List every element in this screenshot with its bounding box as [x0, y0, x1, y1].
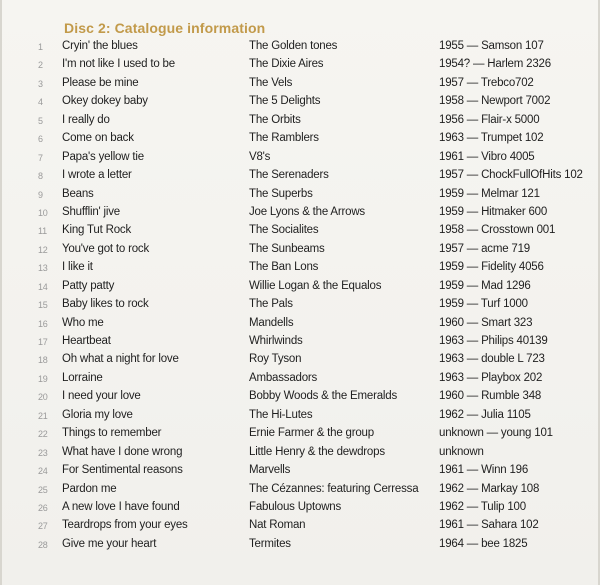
track-release-info: 1960 — Smart 323: [439, 316, 533, 329]
track-row: [2, 241, 600, 259]
track-artist: V8's: [249, 150, 271, 163]
track-number: 20: [38, 392, 48, 403]
track-artist: The Hi-Lutes: [249, 408, 313, 421]
track-artist: The Ban Lons: [249, 261, 319, 274]
track-title: Cryin' the blues: [62, 40, 138, 52]
track-artist: The Dixie Aires: [249, 58, 324, 71]
track-title: I'm not like I used to be: [62, 58, 175, 71]
track-row: [2, 278, 600, 296]
track-release-info: 1963 — double L 723: [439, 353, 545, 366]
track-release-info: 1963 — Philips 40139: [439, 335, 548, 347]
track-number: 4: [38, 97, 43, 108]
track-title: For Sentimental reasons: [62, 464, 183, 477]
track-title: You've got to rock: [62, 242, 150, 255]
track-title: Shufflin' jive: [62, 205, 120, 218]
track-title: Patty patty: [62, 279, 115, 292]
track-release-info: 1959 — Mad 1296: [439, 279, 531, 292]
track-release-info: 1961 — Vibro 4005: [439, 150, 535, 163]
track-title: What have I done wrong: [62, 445, 183, 458]
track-number: 10: [38, 207, 48, 218]
track-number: 28: [38, 539, 48, 550]
track-row: [2, 186, 600, 204]
track-number: 12: [38, 244, 48, 255]
track-row: [2, 315, 600, 333]
track-artist: Marvells: [249, 464, 291, 477]
track-number: 22: [38, 429, 48, 440]
track-title: Heartbeat: [62, 335, 111, 347]
track-row: [2, 75, 600, 93]
track-row: [2, 351, 600, 369]
track-number: 18: [38, 355, 48, 366]
track-number: 8: [38, 171, 43, 182]
track-title: King Tut Rock: [62, 224, 131, 237]
track-row: [2, 481, 600, 499]
track-title: Okey dokey baby: [62, 95, 148, 108]
track-release-info: 1959 — Turf 1000: [439, 298, 528, 311]
track-artist: Roy Tyson: [249, 353, 302, 366]
track-release-info: 1963 — Playbox 202: [439, 371, 543, 384]
track-release-info: 1961 — Sahara 102: [439, 519, 539, 532]
track-number: 7: [38, 152, 43, 163]
track-title: Lorraine: [62, 371, 103, 384]
track-release-info: 1958 — Newport 7002: [439, 95, 551, 108]
track-artist: The Sunbeams: [249, 242, 325, 255]
track-row: [2, 388, 600, 406]
track-artist: Little Henry & the dewdrops: [249, 445, 385, 458]
track-title: Give me your heart: [62, 537, 157, 550]
track-row: [2, 167, 600, 185]
track-number: 14: [38, 281, 48, 292]
track-artist: Whirlwinds: [249, 335, 303, 347]
track-number: 21: [38, 410, 48, 421]
track-release-info: 1959 — Fidelity 4056: [439, 261, 544, 274]
track-row: [2, 517, 600, 535]
track-number: 11: [38, 226, 47, 237]
track-number: 5: [38, 115, 43, 126]
track-list: [2, 38, 600, 554]
track-title: Come on back: [62, 132, 134, 145]
track-number: 27: [38, 521, 48, 532]
track-title: A new love I have found: [62, 500, 180, 513]
track-release-info: 1961 — Winn 196: [439, 464, 529, 477]
track-row: [2, 333, 600, 351]
track-release-info: 1957 — ChockFullOfHits 102: [439, 169, 583, 182]
track-release-info: unknown — young 101: [439, 427, 553, 440]
track-number: 24: [38, 466, 48, 477]
track-release-info: unknown: [439, 445, 484, 458]
track-release-info: 1955 — Samson 107: [439, 40, 544, 52]
track-number: 1: [38, 42, 43, 52]
track-row: [2, 462, 600, 480]
track-row: [2, 259, 600, 277]
track-number: 23: [38, 447, 48, 458]
track-release-info: 1962 — Markay 108: [439, 482, 540, 495]
track-artist: The Cézannes: featuring Cerressa: [249, 482, 419, 495]
track-artist: The Superbs: [249, 187, 313, 200]
track-release-info: 1957 — Trebco702: [439, 76, 534, 89]
track-artist: The Socialites: [249, 224, 319, 237]
track-title: I wrote a letter: [62, 169, 132, 182]
track-number: 17: [38, 337, 48, 347]
track-row: [2, 444, 600, 462]
track-release-info: 1960 — Rumble 348: [439, 390, 542, 403]
track-title: Please be mine: [62, 76, 139, 89]
track-title: Pardon me: [62, 482, 117, 495]
track-row: [2, 370, 600, 388]
track-artist: Termites: [249, 537, 291, 550]
track-release-info: 1959 — Hitmaker 600: [439, 205, 548, 218]
track-title: I like it: [62, 261, 93, 274]
track-artist: The Orbits: [249, 113, 301, 126]
track-row: [2, 407, 600, 425]
track-release-info: 1963 — Trumpet 102: [439, 132, 544, 145]
track-row: [2, 499, 600, 517]
track-number: 6: [38, 134, 43, 145]
track-artist: Willie Logan & the Equalos: [249, 279, 382, 292]
track-title: Papa's yellow tie: [62, 150, 144, 163]
track-row: [2, 93, 600, 111]
track-title: Who me: [62, 316, 104, 329]
track-number: 26: [38, 502, 48, 513]
track-number: 19: [38, 373, 48, 384]
track-release-info: 1962 — Tulip 100: [439, 500, 526, 513]
track-artist: Ernie Farmer & the group: [249, 427, 374, 440]
track-title: Things to remember: [62, 427, 162, 440]
track-artist: Fabulous Uptowns: [249, 500, 342, 513]
track-artist: Nat Roman: [249, 519, 306, 532]
track-row: [2, 112, 600, 130]
track-row: [2, 149, 600, 167]
track-title: I really do: [62, 113, 110, 126]
track-artist: Bobby Woods & the Emeralds: [249, 390, 398, 403]
track-row: [2, 204, 600, 222]
track-release-info: 1958 — Crosstown 001: [439, 224, 556, 237]
track-number: 13: [38, 263, 48, 274]
track-title: I need your love: [62, 390, 141, 403]
track-release-info: 1959 — Melmar 121: [439, 187, 540, 200]
track-row: [2, 296, 600, 314]
track-artist: The Golden tones: [249, 40, 338, 52]
track-artist: The Ramblers: [249, 132, 319, 145]
track-artist: Joe Lyons & the Arrows: [249, 205, 365, 218]
track-artist: The 5 Delights: [249, 95, 321, 108]
track-number: 3: [38, 78, 43, 89]
page-title: Disc 2: Catalogue information: [64, 20, 266, 36]
track-release-info: 1957 — acme 719: [439, 242, 530, 255]
track-artist: The Pals: [249, 298, 293, 311]
track-artist: Ambassadors: [249, 371, 318, 384]
track-title: Teardrops from your eyes: [62, 519, 188, 532]
track-row: [2, 425, 600, 443]
track-number: 16: [38, 318, 48, 329]
track-row: [2, 130, 600, 148]
track-number: 9: [38, 189, 43, 200]
track-release-info: 1964 — bee 1825: [439, 537, 528, 550]
track-artist: The Vels: [249, 76, 293, 89]
track-row: [2, 536, 600, 554]
track-row: [2, 56, 600, 74]
track-artist: The Serenaders: [249, 169, 329, 182]
track-title: Oh what a night for love: [62, 353, 179, 366]
track-title: Beans: [62, 187, 94, 200]
track-number: 2: [38, 60, 43, 71]
track-title: Gloria my love: [62, 408, 133, 421]
track-release-info: 1956 — Flair-x 5000: [439, 113, 540, 126]
track-number: 25: [38, 484, 48, 495]
track-release-info: 1962 — Julia 1105: [439, 408, 531, 421]
track-release-info: 1954? — Harlem 2326: [439, 58, 551, 71]
track-artist: Mandells: [249, 316, 294, 329]
track-row: [2, 38, 600, 56]
track-number: 15: [38, 300, 48, 311]
track-row: [2, 222, 600, 240]
track-title: Baby likes to rock: [62, 298, 149, 311]
